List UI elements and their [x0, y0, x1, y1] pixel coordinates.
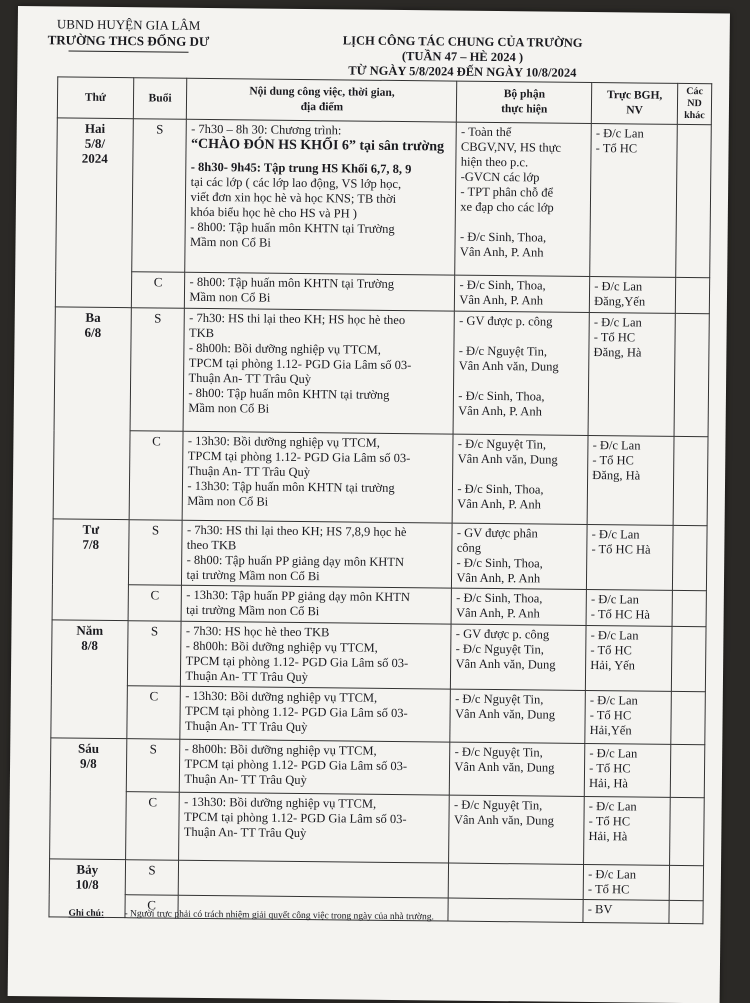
duty-line: - Đ/c Lan [594, 279, 643, 294]
session-cell: C [128, 585, 182, 622]
session-cell: C [126, 686, 180, 740]
dept-cell [451, 624, 586, 690]
other-cell [671, 626, 706, 691]
content-line: Thuận An- TT Trâu Quỳ [183, 824, 307, 841]
dept-cell [452, 523, 587, 589]
other-cell [672, 590, 706, 626]
org-header [48, 16, 210, 53]
other-cell [673, 436, 708, 525]
dept-line: - Đ/c Sinh, Thoa, [458, 388, 545, 404]
duty-line: - Tổ HC [593, 330, 636, 345]
content-line: - 13h30: Tập huấn PP giảng dạy môn KHTN [186, 587, 410, 605]
other-cell [669, 865, 703, 900]
dept-line: Vân Anh, P. Anh [455, 605, 540, 621]
content-cell [182, 585, 452, 624]
day-label: Bảy [76, 861, 99, 877]
day-cell [51, 620, 128, 739]
dept-line: Vân Anh, P. Anh [456, 570, 541, 586]
duty-line: - Đ/c Lan [593, 315, 642, 330]
session-cell: S [130, 308, 185, 432]
dept-line: Vân Anh văn, Dung [454, 706, 556, 722]
duty-line: Hải, Yến [590, 658, 636, 673]
dept-line: - Đ/c Sinh, Thoa, [459, 229, 547, 245]
content-line: Mầm non Cổ Bi [189, 234, 271, 250]
dept-line [458, 374, 584, 390]
session-cell: S [127, 621, 181, 687]
duty-line: Hải, Hà [588, 829, 628, 844]
duty-line: Đăng, Hà [593, 345, 642, 360]
duty-line: - Đ/c Lan [592, 438, 641, 453]
dept-line [457, 467, 583, 483]
content-line: Mầm non Cổ Bi [188, 400, 270, 416]
duty-line: - Tổ HC [592, 453, 634, 468]
dept-cell [448, 898, 583, 922]
duty-line: - Đ/c Lan [590, 592, 639, 607]
duty-line: - Tổ HC [587, 882, 630, 897]
other-cell [672, 525, 707, 590]
duty-cell [584, 796, 671, 865]
duty-cell [588, 313, 675, 437]
dept-line: công [456, 540, 482, 555]
day-label: Tư [82, 521, 100, 537]
content-line: - 7h30 – 8h 30: Chương trình: [191, 121, 342, 138]
dept-line: - Đ/c Nguyệt Tin, [453, 797, 543, 813]
content-cell [185, 119, 457, 275]
dept-line: CBGV,NV, HS thực [460, 139, 562, 155]
duty-cell [590, 124, 677, 278]
content-cell [179, 860, 449, 898]
other-cell [670, 744, 705, 797]
dept-line [459, 329, 585, 345]
schedule-week: (TUẦN 47 – HÈ 2024 ) [401, 49, 524, 65]
duty-cell [584, 743, 670, 797]
content-line: TPCM tại phòng 1.12- PGD Gia Lâm số 03- [184, 756, 408, 774]
dept-line: - GV được p. công [459, 313, 553, 329]
dept-line: xe đạp cho các lớp [460, 199, 554, 215]
duty-line: - Đ/c Lan [595, 126, 644, 141]
table-row [51, 620, 706, 692]
dept-line: - Đ/c Sinh, Thoa, [459, 277, 546, 293]
dept-cell [453, 311, 589, 435]
duty-cell [587, 524, 674, 590]
duty-line: - Tổ HC [595, 141, 638, 156]
dept-line: - TPT phân chỗ để [460, 184, 554, 200]
content-line: TPCM tại phòng 1.12- PGD Gia Lâm số 03- [185, 703, 408, 721]
duty-line: - Tổ HC Hà [590, 607, 651, 622]
duty-line: Hải, Hà [588, 776, 629, 791]
duty-line: Đăng, Hà [592, 468, 641, 483]
day-label: Ba [85, 309, 101, 325]
content-line: tại trường Mầm non Cổ Bi [186, 567, 320, 584]
schedule-body [49, 118, 711, 924]
table-row [51, 685, 706, 745]
content-line: - 7h30: HS thi lại theo KH; HS học hè theo [189, 310, 406, 328]
dept-line: hiện theo p.c. [460, 154, 529, 170]
dept-cell [451, 588, 586, 625]
table-row [52, 519, 707, 591]
duty-cell [585, 690, 671, 744]
org-name: UBND HUYỆN GIA LÂM [56, 16, 201, 33]
duty-line: - BV [587, 902, 613, 917]
day-label: 9/8 [80, 755, 97, 771]
other-cell [670, 797, 705, 865]
content-line: - 8h00: Tập huấn môn KHTN tại Trường [189, 274, 395, 291]
col-header-buoi: Buổi [133, 78, 187, 120]
content-line: theo TKB [186, 537, 237, 553]
dept-line: - Đ/c Nguyệt Tin, [455, 691, 544, 707]
dept-line: Vân Anh văn, Dung [453, 812, 554, 828]
content-line: Thuận An- TT Trâu Quỳ [184, 771, 307, 788]
day-label: Năm [76, 622, 104, 638]
dept-cell [450, 742, 585, 796]
dept-line: - Đ/c Sinh, Thoa, [456, 555, 543, 571]
content-line: Thuận An- TT Trâu Quỳ [187, 463, 311, 480]
dept-cell [449, 863, 584, 899]
content-line: TPCM tại phòng 1.12- PGD Gia Lâm số 03- [183, 809, 407, 827]
content-line: - 13h30: Bồi dưỡng nghiệp vụ TTCM, [184, 794, 377, 811]
duty-cell [583, 899, 669, 923]
day-label: 6/8 [84, 324, 102, 340]
footnote-text: - Người trực phải có trách nhiệm giải quyết công việc trong ngày của nhà trường. [124, 909, 434, 923]
content-line: - 13h30: Bồi dưỡng nghiệp vụ TTCM, [187, 433, 380, 450]
content-cell [185, 272, 455, 311]
duty-line: - Đ/c Lan [588, 867, 637, 882]
content-line: TPCM tại phòng 1.12- PGD Gia Lâm số 03- [188, 355, 412, 373]
duty-cell [583, 864, 669, 900]
content-line: - 7h30: HS thi lại theo KH; HS 7,8,9 học hè [186, 522, 407, 540]
content-line: - 8h00h: Bồi dưỡng nghiệp vụ TTCM, [184, 741, 377, 758]
dept-line: - GV được phân [456, 525, 538, 541]
day-label: Sáu [77, 740, 100, 756]
content-cell [180, 739, 450, 795]
table-row [50, 738, 705, 798]
table-row [50, 791, 705, 866]
content-line: viết đơn xin học hè và học KNS; TB thời [190, 189, 397, 206]
dept-cell [450, 689, 585, 743]
duty-cell [587, 435, 674, 525]
content-cell [184, 308, 455, 434]
content-line: tại trường Mầm non Cổ Bi [186, 602, 320, 619]
duty-line: - Tổ HC [589, 708, 632, 723]
dept-line: - GV được p. công [455, 626, 550, 642]
duty-line: - Tổ HC Hà [591, 542, 651, 557]
dept-line: Vân Anh văn, Dung [454, 759, 555, 775]
dept-cell [455, 275, 590, 312]
content-line: - 8h00h: Bồi dưỡng nghiệp vụ TTCM, [188, 340, 381, 357]
content-line: - 13h30: Tập huấn môn KHTN tại trường [187, 478, 395, 495]
content-line: - 8h30- 9h45: Tập trung HS Khối 6,7, 8, 9 [190, 159, 412, 177]
dept-cell [455, 122, 591, 276]
col-header-noidung: Nội dung công việc, thời gian, địa điểm [187, 78, 457, 122]
col-header-thu: Thứ [57, 77, 133, 119]
session-cell: S [126, 739, 180, 793]
col-header-khac: Các ND khác [677, 83, 711, 124]
dept-line: Vân Anh văn, Dung [455, 656, 556, 672]
content-cell [179, 792, 450, 863]
col-header-bophan: Bộ phận thực hiện [457, 81, 592, 123]
content-line: - 8h00h: Bồi dưỡng nghiệp vụ TTCM, [185, 638, 378, 655]
content-line: “CHÀO ĐÓN HS KHỐI 6” tại sân trường [190, 136, 445, 155]
session-cell: S [131, 119, 186, 273]
content-line: Thuận An- TT Trâu Quỳ [188, 370, 312, 387]
duty-line: - Tổ HC [590, 643, 632, 658]
duty-line: - Đ/c Lan [588, 799, 637, 814]
other-cell [675, 277, 709, 313]
duty-line: - Đ/c Lan [589, 746, 638, 761]
content-line: khóa biểu học hè cho HS và PH ) [190, 204, 358, 221]
dept-cell [449, 795, 584, 864]
duty-cell [586, 625, 673, 691]
header-rule [68, 51, 188, 53]
school-name: TRƯỜNG THCS ĐỐNG DƯ [47, 32, 210, 50]
document-page [8, 6, 730, 1003]
dept-line: - Đ/c Nguyệt Tin, [455, 641, 544, 657]
content-line: Mầm non Cổ Bi [187, 493, 269, 509]
dept-line: Vân Anh văn, Dung [458, 358, 559, 374]
day-cell [55, 118, 133, 308]
content-line: TPCM tại phòng 1.12- PGD Gia Lâm số 03- [185, 653, 409, 671]
content-cell [181, 621, 452, 689]
day-label: 8/8 [81, 637, 99, 653]
content-line: tại các lớp ( các lớp lao động, VS lớp học, [190, 174, 402, 192]
content-cell [182, 520, 453, 588]
content-cell [180, 686, 450, 742]
dept-line: - Đ/c Nguyệt Tin, [458, 343, 548, 359]
dept-line: Vân Anh, P. Anh [459, 292, 544, 308]
other-cell [671, 691, 706, 744]
duty-line: - Tổ HC [589, 761, 631, 776]
content-line: TPCM tại phòng 1.12- PGD Gia Lâm số 03- [187, 448, 411, 466]
duty-line: - Đ/c Lan [589, 693, 638, 708]
table-row [56, 118, 712, 278]
dept-line: Vân Anh, P. Anh [459, 244, 544, 260]
day-label: 5/8/ [84, 135, 106, 151]
table-header-row [57, 77, 711, 125]
dept-line: - Toàn thể [461, 124, 512, 140]
dept-line: - Đ/c Nguyệt Tin, [454, 744, 543, 760]
day-label: 2024 [81, 150, 108, 166]
dept-cell [452, 434, 588, 524]
schedule-title-block [327, 33, 597, 81]
col-header-truc: Trực BGH, NV [591, 83, 677, 125]
content-line: Mầm non Cổ Bi [189, 289, 271, 305]
duty-line: - Tổ HC [588, 814, 631, 829]
other-cell [676, 124, 712, 277]
session-cell: C [125, 792, 180, 861]
content-line: Thuận An- TT Trâu Quỳ [185, 668, 308, 685]
day-cell [53, 307, 131, 520]
day-cell [52, 519, 129, 621]
content-line: Thuận An- TT Trâu Quỳ [184, 718, 308, 735]
dept-line: -GVCN các lớp [460, 169, 540, 185]
day-label: Hai [84, 120, 106, 136]
session-cell: C [129, 431, 184, 521]
duty-line: Đăng,Yến [594, 294, 646, 309]
session-cell: S [125, 860, 179, 896]
footnote-label: Ghi chú: [68, 908, 105, 919]
content-cell [183, 431, 454, 523]
session-cell: S [128, 520, 182, 586]
day-label: 7/8 [82, 536, 100, 552]
content-line: - 7h30: HS học hè theo TKB [185, 623, 330, 640]
day-cell [50, 738, 127, 860]
dept-line: Vân Anh, P. Anh [458, 403, 542, 419]
dept-line: Vân Anh văn, Dung [457, 451, 558, 467]
duty-cell [589, 277, 675, 314]
schedule-dates: TỪ NGÀY 5/8/2024 ĐẾN NGÀY 10/8/2024 [348, 63, 577, 80]
duty-line: - Đ/c Lan [591, 527, 640, 542]
duty-line: - Đ/c Lan [590, 628, 639, 643]
table-row [54, 307, 709, 437]
other-cell [669, 900, 703, 923]
content-line: TKB [188, 325, 215, 341]
dept-line: - Đ/c Nguyệt Tin, [457, 436, 547, 452]
schedule-table [48, 76, 712, 924]
duty-line: Hải,Yến [589, 723, 632, 738]
dept-line [460, 215, 586, 231]
other-cell [674, 313, 709, 436]
session-cell: C [131, 272, 185, 309]
day-label: 10/8 [75, 876, 99, 892]
content-line: - 13h30: Bồi dưỡng nghiệp vụ TTCM, [185, 688, 378, 705]
session-cell: C [125, 895, 179, 919]
dept-line: - Đ/c Sinh, Thoa, [456, 590, 543, 606]
duty-cell [586, 589, 672, 626]
content-line: - 8h00: Tập huấn môn KHTN tại Trường [190, 219, 395, 236]
dept-line: Vân Anh, P. Anh [457, 496, 541, 512]
dept-line: - Đ/c Sinh, Thoa, [457, 481, 544, 497]
schedule-title: LỊCH CÔNG TÁC CHUNG CỦA TRƯỜNG [342, 33, 583, 50]
content-line: - 8h00: Tập huấn môn KHTN tại trường [188, 385, 390, 402]
table-row [53, 430, 708, 526]
content-line: - 8h00: Tập huấn PP giảng dạy môn KHTN [186, 552, 405, 570]
